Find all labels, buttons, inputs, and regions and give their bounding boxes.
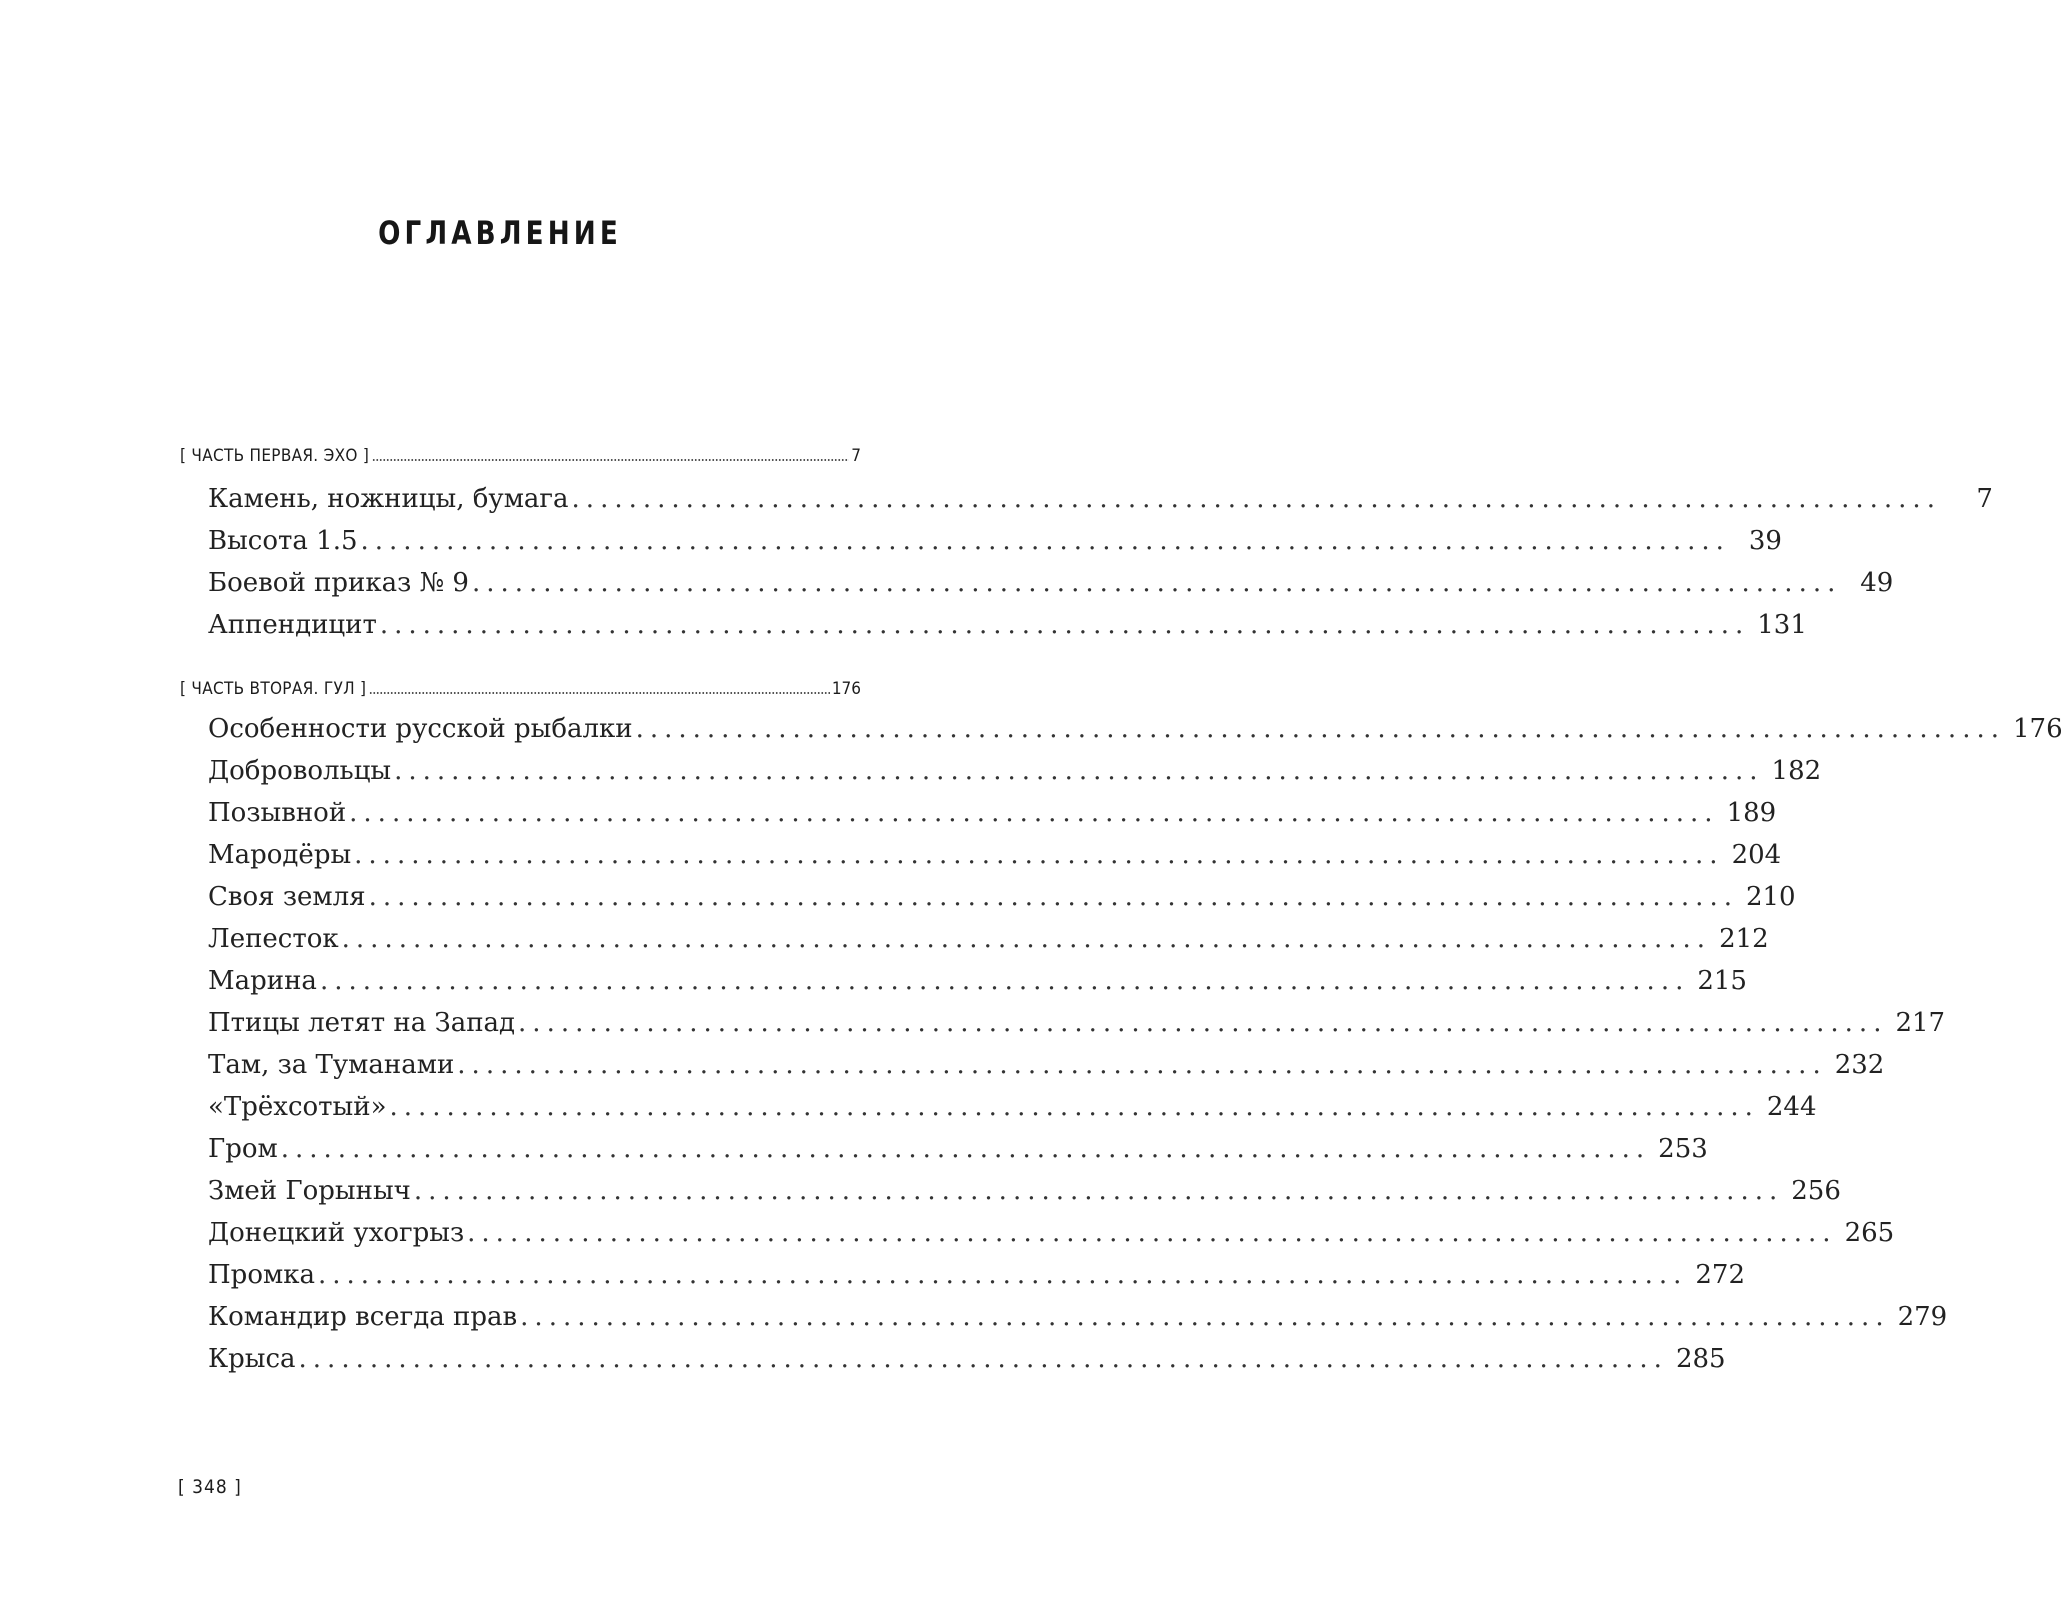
entry-title: «Трёхсотый» <box>208 1092 387 1122</box>
entry-page: 217 <box>1895 1008 1946 1038</box>
entry-page: 210 <box>1745 882 1796 912</box>
dot-leader: ................................................................................................ <box>518 1008 1888 1038</box>
dot-leader: ................................................................................................ <box>471 568 1842 598</box>
entry-title: Лепесток <box>208 924 339 954</box>
toc-entry[interactable] <box>208 1260 1745 1296</box>
entry-title: Особенности русской рыбалки <box>208 714 633 744</box>
part-title: [ ЧАСТЬ ПЕРВАЯ. ЭХО ] <box>180 446 370 466</box>
entry-title: Камень, ножницы, бумага <box>208 484 569 514</box>
toc-entry[interactable] <box>208 756 1822 792</box>
page-title: ОГЛАВЛЕНИЕ <box>378 214 622 252</box>
toc-entry[interactable] <box>208 1008 1946 1044</box>
toc-entry[interactable] <box>208 882 1796 918</box>
dot-leader: ................................................................................................ <box>379 610 1750 640</box>
toc-entry[interactable] <box>208 526 1782 562</box>
entry-page: 204 <box>1731 840 1782 870</box>
entry-page: 131 <box>1757 610 1807 640</box>
entry-title: Птицы летят на Запад <box>208 1008 516 1038</box>
dot-leader: ................................................................................................ <box>298 1344 1668 1374</box>
toc-entry[interactable] <box>208 568 1894 604</box>
entry-page: 272 <box>1695 1260 1745 1290</box>
entry-title: Змей Горыныч <box>208 1176 411 1206</box>
toc-entry[interactable] <box>208 1344 1726 1380</box>
dot-leader: ................................................................................................ <box>368 882 1738 912</box>
toc-entry[interactable] <box>208 1092 1817 1128</box>
toc-entry[interactable] <box>208 840 1782 876</box>
entry-title: Своя земля <box>208 882 366 912</box>
part-title: [ ЧАСТЬ ВТОРАЯ. ГУЛ ] <box>180 679 367 699</box>
toc-entry[interactable] <box>208 966 1747 1002</box>
entry-page: 49 <box>1860 568 1894 598</box>
dot-leader: ................................................................................................ <box>457 1050 1827 1080</box>
dot-leader <box>369 692 830 694</box>
entry-page: 279 <box>1897 1302 1948 1332</box>
toc-entry[interactable] <box>208 484 1993 520</box>
entry-title: Мародёры <box>208 840 352 870</box>
dot-leader: ................................................................................................ <box>349 798 1719 828</box>
toc-entry[interactable] <box>208 1176 1841 1212</box>
entry-title: Крыса <box>208 1344 296 1374</box>
toc-entry[interactable] <box>208 610 1807 646</box>
entry-page: 256 <box>1791 1176 1841 1206</box>
entry-title: Промка <box>208 1260 315 1290</box>
page-number: [ 348 ] <box>178 1476 242 1498</box>
dot-leader: ................................................................................................ <box>360 526 1730 556</box>
entry-page: 176 <box>2012 714 2063 744</box>
toc-part-2[interactable] <box>180 673 861 699</box>
toc-entry[interactable] <box>208 1050 1885 1086</box>
entry-page: 285 <box>1675 1344 1726 1374</box>
dot-leader: ................................................................................................ <box>413 1176 1784 1206</box>
dot-leader: ................................................................................................ <box>389 1092 1759 1122</box>
entry-page: 244 <box>1766 1092 1817 1122</box>
entry-title: Боевой приказ № 9 <box>208 568 469 598</box>
entry-page: 253 <box>1658 1134 1708 1164</box>
dot-leader: ................................................................................................ <box>319 966 1690 996</box>
entry-title: Гром <box>208 1134 278 1164</box>
dot-leader: ................................................................................................ <box>317 1260 1688 1290</box>
entry-page: 232 <box>1834 1050 1885 1080</box>
dot-leader: ................................................................................................ <box>280 1134 1651 1164</box>
dot-leader: ................................................................................................ <box>341 924 1712 954</box>
dot-leader: ................................................................................................ <box>520 1302 1890 1332</box>
dot-leader <box>372 459 849 461</box>
dot-leader: ................................................................................................ <box>394 756 1764 786</box>
entry-page: 212 <box>1719 924 1769 954</box>
dot-leader: ................................................................................................ <box>571 484 1941 514</box>
toc-entry[interactable] <box>208 714 2063 750</box>
entry-title: Там, за Туманами <box>208 1050 455 1080</box>
entry-title: Высота 1.5 <box>208 526 358 556</box>
entry-page: 189 <box>1726 798 1777 828</box>
toc-entry[interactable] <box>208 1218 1895 1254</box>
entry-page: 39 <box>1748 526 1782 556</box>
entry-title: Позывной <box>208 798 347 828</box>
entry-page: 265 <box>1844 1218 1895 1248</box>
toc-entry[interactable] <box>208 798 1777 834</box>
part-page: 7 <box>851 446 861 466</box>
dot-leader: ................................................................................................ <box>354 840 1724 870</box>
entry-title: Марина <box>208 966 317 996</box>
toc-entry[interactable] <box>208 924 1769 960</box>
entry-title: Аппендицит <box>208 610 377 640</box>
entry-title: Командир всегда прав <box>208 1302 518 1332</box>
part-page: 176 <box>831 679 861 699</box>
dot-leader: ................................................................................................ <box>635 714 2005 744</box>
toc-part-1[interactable] <box>180 440 861 466</box>
entry-title: Донецкий ухогрыз <box>208 1218 465 1248</box>
entry-page: 7 <box>1976 484 1993 514</box>
entry-title: Добровольцы <box>208 756 392 786</box>
toc-entry[interactable] <box>208 1302 1948 1338</box>
toc-entry[interactable] <box>208 1134 1708 1170</box>
dot-leader: ................................................................................................ <box>467 1218 1837 1248</box>
entry-page: 182 <box>1771 756 1822 786</box>
entry-page: 215 <box>1697 966 1747 996</box>
